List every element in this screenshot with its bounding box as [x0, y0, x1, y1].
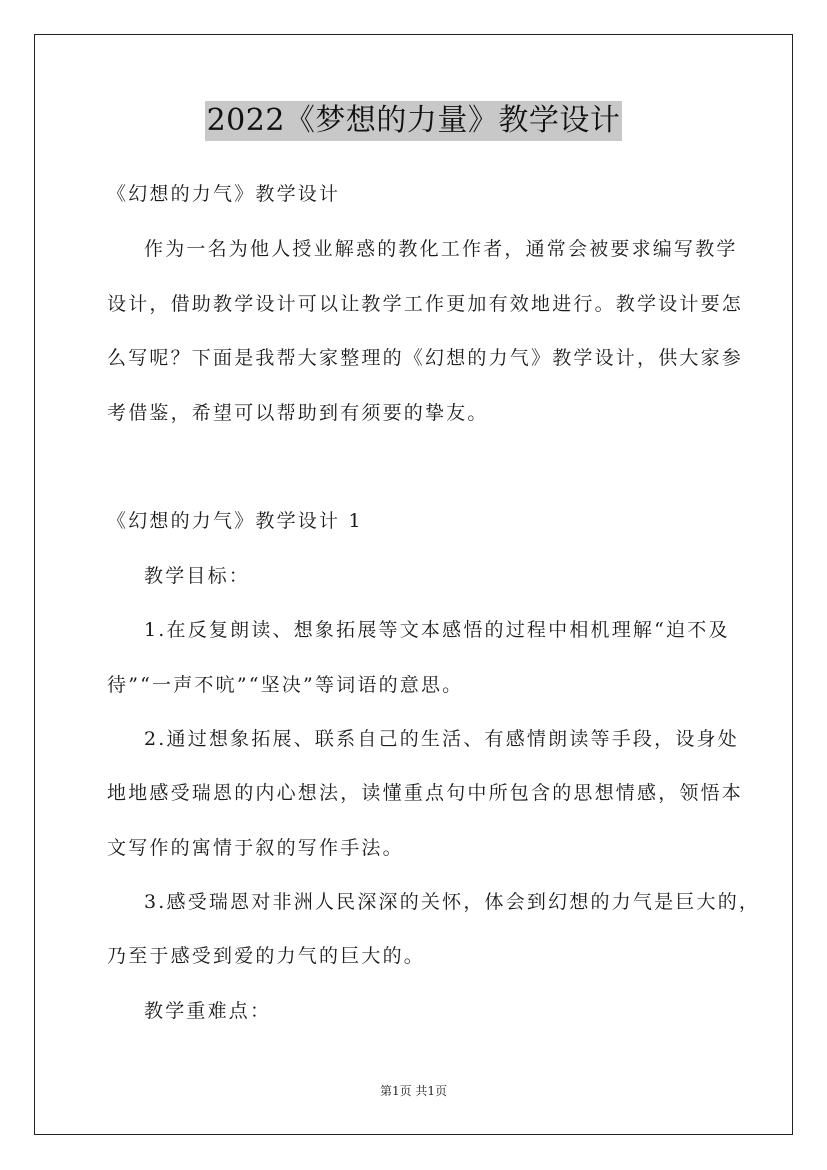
document-title: 2022《梦想的力量》教学设计	[205, 101, 623, 141]
objective-2-line-2: 地地感受瑞恩的内心想法，读懂重点句中所包含的思想情感，领悟本	[107, 782, 744, 804]
intro-line-1: 作为一名为他人授业解惑的教化工作者，通常会被要求编写教学	[144, 238, 738, 260]
objective-2-line-3: 文写作的寓情于叙的写作手法。	[107, 837, 404, 859]
objective-3-line-2: 乃至于感受到爱的力气的巨大的。	[107, 945, 426, 967]
intro-line-4: 考借鉴，希望可以帮助到有须要的挚友。	[107, 402, 489, 424]
intro-line-3: 么写呢？下面是我帮大家整理的《幻想的力气》教学设计，供大家参	[107, 347, 744, 369]
objective-1-line-2: 待”“一声不吭”“坚决”等词语的意思。	[107, 674, 464, 696]
intro-line-2: 设计，借助教学设计可以让教学工作更加有效地进行。教学设计要怎	[107, 293, 744, 315]
subtitle: 《幻想的力气》教学设计	[107, 183, 341, 205]
objective-2-line-1: 2.通过想象拓展、联系自己的生活、有感情朗读等手段，设身处	[144, 728, 739, 750]
title-container	[0, 101, 827, 141]
objective-1-line-1: 1.在反复朗读、想象拓展等文本感悟的过程中相机理解“迫不及	[144, 619, 730, 641]
section-heading: 《幻想的力气》教学设计 1	[107, 510, 363, 532]
objectives-label: 教学目标：	[144, 565, 251, 587]
key-points-label: 教学重难点：	[144, 1000, 272, 1022]
page-footer: 第1页 共1页	[379, 1084, 448, 1098]
objective-3-line-1: 3.感受瑞恩对非洲人民深深的关怀，体会到幻想的力气是巨大的，	[144, 891, 761, 913]
